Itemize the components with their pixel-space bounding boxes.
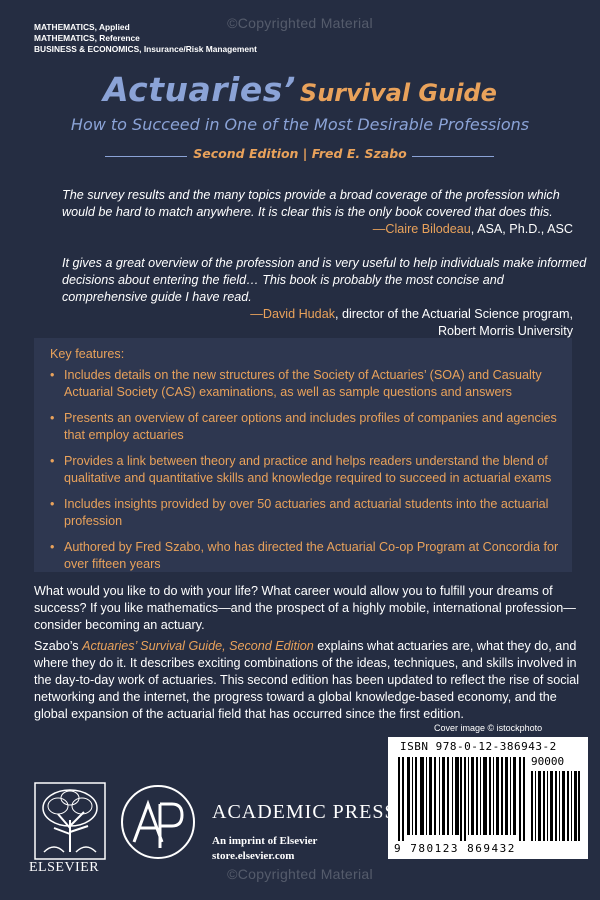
key-features-box [34, 338, 572, 572]
edition-author: Second Edition | Fred E. Szabo [193, 146, 407, 161]
academic-press-logo [120, 784, 196, 860]
feature-text: Includes details on the new structures of the Society of Actuaries’ (SOA) and Casualty Actuarial Society (CAS) examinations, as well as sample questions and answers [64, 368, 542, 399]
book-title [0, 70, 600, 109]
category-line: MATHEMATICS, Reference [34, 33, 140, 43]
store-url: store.elsevier.com [212, 850, 295, 862]
description-paragraph-2 [34, 638, 590, 723]
reviewer-affiliation: Robert Morris University [437, 324, 573, 338]
watermark-top: ©Copyrighted Material [227, 15, 373, 31]
reviewer-credentials: , ASA, Ph.D., ASC [470, 222, 573, 236]
barcode-panel [388, 737, 588, 859]
feature-text: Authored by Fred Szabo, who has directed the Actuarial Co-op Program at Concordia for over fifteen years [64, 540, 559, 571]
academic-press-wordmark: ACADEMIC PRESS [212, 801, 397, 823]
divider-right [412, 156, 494, 157]
feature-item: • Includes insights provided by over 50 actuaries and actuarial students into the actuarial profession [50, 497, 549, 528]
feature-item: • Provides a link between theory and practice and helps readers understand the blend of qualitative and quantitative skills and knowledge required to succeed in actuarial exams [50, 454, 552, 485]
isbn-text: ISBN 978-0-12-386943-2 [400, 740, 557, 753]
main-barcode [398, 757, 526, 841]
reviewer-name: —Claire Bilodeau [372, 222, 471, 236]
elsevier-wordmark: ELSEVIER [29, 860, 100, 875]
barcode-number: 9 780123 869432 [394, 842, 516, 855]
feature-text: Presents an overview of career options and includes profiles of companies and agencies that employ actuaries [64, 411, 557, 442]
publisher-imprint [212, 834, 317, 864]
watermark-bottom: ©Copyrighted Material [227, 866, 373, 882]
feature-item: • Authored by Fred Szabo, who has directed the Actuarial Co-op Program at Concordia for over fifteen years [50, 540, 559, 571]
features-list [50, 367, 562, 573]
book-subtitle: How to Succeed in One of the Most Desirable Professions [70, 115, 530, 134]
imprint-line: An imprint of Elsevier [212, 835, 318, 847]
feature-item: • Includes details on the new structures of the Society of Actuaries’ (SOA) and Casualty Actuarial Society (CAS) examinations, as well as sample questions and answers [50, 368, 542, 399]
paragraph-rest: explains what actuaries are, what they do, and where they do it. It describes exciting combinations of the ideas, techniques, and skills involved in the day-to-day work of actuaries. This second edition has been updated to reflect the rise of social networking and the internet, the progress toward a global knowledge-based economy, and the global expansion of the actuarial field that has occurred since the first edition. [34, 639, 580, 721]
title-main: Actuaries’ [103, 70, 296, 109]
paragraph-prefix: Szabo’s [34, 639, 83, 653]
reviewer-name: —David Hudak [250, 307, 335, 321]
category-line: MATHEMATICS, Applied [34, 22, 130, 32]
subject-categories [34, 22, 257, 55]
title-accent: Survival Guide [299, 79, 497, 107]
cover-image-credit: Cover image © istockphoto [434, 723, 543, 733]
key-features-heading: Key features: [50, 347, 125, 361]
price-barcode [531, 771, 581, 841]
review-attribution-2 [250, 306, 573, 340]
reviewer-credentials: , director of the Actuarial Science program, [335, 307, 573, 321]
review-attribution-1 [373, 221, 573, 238]
category-line: BUSINESS & ECONOMICS, Insurance/Risk Management [34, 44, 257, 54]
review-quote-2: It gives a great overview of the profession and is very useful to help individuals make informed decisions about entering the field… This book is probably the most concise and comprehensive guide I have read. [62, 256, 587, 304]
book-reference: Actuaries’ Survival Guide, Second Edition [82, 639, 314, 653]
feature-text: Includes insights provided by over 50 actuaries and actuarial students into the actuarial profession [64, 497, 549, 528]
price-code: 90000 [531, 755, 565, 768]
description-paragraph-1: What would you like to do with your life? What career would allow you to fulfill your dreams of success? If you like mathematics—and the prospect of a highly mobile, international profession—consider becoming an actuary. [34, 584, 576, 632]
feature-item: • Presents an overview of career options and includes profiles of companies and agencies that employ actuaries [50, 411, 557, 442]
elsevier-tree-logo [34, 782, 106, 860]
feature-text: Provides a link between theory and practice and helps readers understand the blend of qualitative and quantitative skills and knowledge required to succeed in actuarial exams [64, 454, 552, 485]
review-quote-1: The survey results and the many topics provide a broad coverage of the profession which would be hard to match anywhere. It is clear this is the only book covered that does this. [62, 188, 560, 219]
